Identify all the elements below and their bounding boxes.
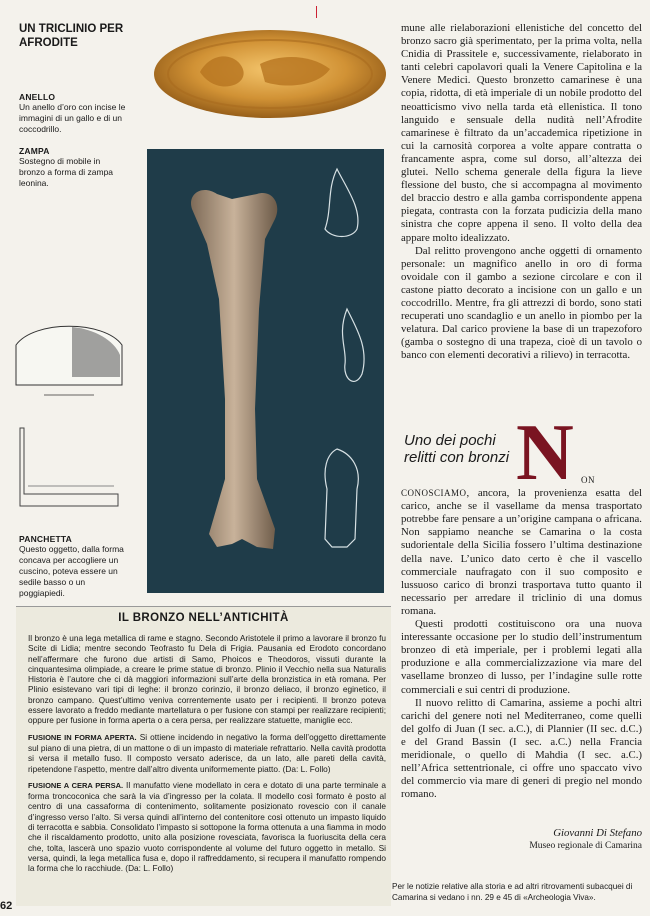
page-number: 62 xyxy=(0,900,13,912)
box-paragraph-2-lead: FUSIONE IN FORMA APERTA. xyxy=(28,732,137,742)
article-column-bottom xyxy=(401,474,642,801)
caption-zampa-head: ZAMPA xyxy=(19,146,50,156)
gold-ring-image xyxy=(150,24,390,124)
article-paragraph-4: Questi prodotti costituiscono ora una nuova interessante occasione per lo studio dell’instrumentum bronzeo di età imperiale, per i problemi legati alla produzione e alla commercializzazione via mare del vasellame bronzeo di lusso, per l’indagine sulle rotte commerciali e sui centri di produzione. xyxy=(401,618,642,696)
box-paragraph-3-text: Il manufatto viene modellato in cera e dotato di una parte terminale a forma troncoconica che sarà la via d’ingresso per la colata. Il modello così formato è posto al centro di una cassaforma di contenimento, solitamente posizionato rovescio con il canale d’ingresso verso l’alto. Si versa quindi all’interno del contenitore così ottenuto un impasto liquido di terracotta e sabbia. Consolidato l’impasto si sottopone la forma ottenuta a una fiamma in modo che il riscaldamento prodotto, unito alla posizione rovesciata, favorisca la fuoriuscita della cera che, tolta, lascerà uno spazio vuoto corrispondente al volume del futuro oggetto in metallo. Si versa, quindi, la lega metallica fusa e, dopo il raffreddamento, si recupera il manufatto rompendo la forma che lo racchiude. (Da: L. Follo) xyxy=(28,779,387,874)
box-paragraph-1: Il bronzo è una lega metallica di rame e stagno. Secondo Aristotele il primo a lavorare il bronzo fu Scite di Lidia; mentre secondo Teofrasto fu Dela di Frigia. Pausania ed Erodoto concordano nell’affermare che furono due artisti di Samo, Phoicos e Theodoros, vissuti durante la cinquantesima olimpiade, a creare le prime statue di bronzo. Plinio il Vecchio nella sua Naturalis Historia è l’autore che ci dà maggiori informazioni sull’arte della bronzistica in età romana. Per Plinio esistevano vari tipi di leghe: il bronzo corinzio, il bronzo deliaco, il bronzo eginetico, il bronzo campano. Quest’ultimo veniva correntemente usato per i recipienti. Il bronzo poteva essere lavorato a freddo mediante martellatura o per fusione con stampi per realizzare recipienti; oppure per fusione in forma aperta o a cera persa, per realizzare statuette, maniglie ecc. xyxy=(28,633,386,726)
article-paragraph-3-text: , ancora, la provenienza esatta del carico, anche se il vasellame da mensa trasportato potrebbe fare pensare a un’origine campana o africana. Non sappiamo neanche se Camarina o la costa sudorientale della Sicilia fossero l’ultima destinazione della nave. L’unico dato certo è che il vascello commerciale naufragato con il suo composito e lussuoso carico di bronzi trasportava tutto quanto il necessario per arredare il triclinio di una domus romana. xyxy=(401,487,642,617)
panchetta-profile-drawing xyxy=(14,315,126,403)
caption-anello-text: Un anello d’oro con incise le immagini di un gallo e di un coccodrillo. xyxy=(19,102,126,134)
article-paragraph-1: mune alle rielaborazioni ellenistiche del concetto del bronzo sacro già sperimentato, per la prima volta, nella Cnidia di Prassitele e, successivamente, rielaborato in tanti celebri capolavori quali la Venere Capitolina e la Venere Medici. Questo bronzetto camarinese è una copia, ridotta, di età imperiale di un nobile prodotto del neoatticismo vivo nella tarda età ellenistica. Il tono languido e sensuale della nudità nell’Afrodite camarinese è filtrato da un’accademica ripetizione in cui la carnosità corporea a volte appare contratta o francamente aspra, come sul dorso, all’altezza dei glutei. Nello schema generale della figura la lieve flessione del busto, che si accompagna al movimento del braccio destro e alla gamba corrispondente appena piegata, contrasta con la forzata pudicizia della mano sinistra che copre appena il seno. Il volto della dea appare molto idealizzato. xyxy=(401,22,642,244)
caption-anello xyxy=(19,92,131,135)
footnote: Per le notizie relative alla storia e ad altri ritrovamenti subacquei di Camarina si vedano i nn. 29 e 45 di «Archeologia Viva». xyxy=(392,882,633,902)
author-name: Giovanni Di Stefano xyxy=(553,827,642,839)
article-paragraph-2: Dal relitto provengono anche oggetti di ornamento personale: un magnifico anello in oro di forma ovoidale con il gambo a sezione circolare e con il castone piatto decorato a incisione con un gallo e un coccodrillo. Mentre, fra gli attrezzi di bordo, sono stati recuperati uno scandaglio e un anello in piombo per la velatura. Dal carico proviene la base di un trapezoforo (gamba o sostegno di una trapeza, cioè di un tavolo o banco con elementi decorativi a rilievo) in terracotta. xyxy=(401,244,642,362)
panchetta-side-drawing xyxy=(18,424,126,510)
caption-zampa-text: Sostegno di mobile in bronzo a forma di zampa leonina. xyxy=(19,156,114,188)
article-paragraph-5: Il nuovo relitto di Camarina, assieme a pochi altri carichi del genere noti nel Mediterraneo, come quelli del golfo di Juan (I sec. a.C.), di Plannier (II sec. d.C.) e del Grand Bassin (I sec. a.C.) nella Francia meridionale, o quello di Mahdia (I sec. a.C.) nell’Africa settentrionale, ci offre uno spaccato vivo del commercio via mare di generi di pregio nel mondo romano. xyxy=(401,696,642,801)
article-paragraph-3-start: ON CONOSCIAMO xyxy=(401,475,595,499)
caption-anello-head: ANELLO xyxy=(19,92,56,102)
sidebar-box-title: IL BRONZO NELL’ANTICHITÀ xyxy=(118,612,289,624)
article-paragraph-3 xyxy=(221,474,642,618)
caption-panchetta xyxy=(19,534,131,599)
author-affiliation: Museo regionale di Camarina xyxy=(529,841,642,851)
top-mark xyxy=(316,6,317,18)
box-paragraph-3-lead: FUSIONE A CERA PERSA. xyxy=(28,780,124,790)
sidebar-box-body xyxy=(28,633,386,880)
caption-panchetta-text: Questo oggetto, dalla forma concava per accogliere un cuscino, poteva essere un sedile basso o un poggiapiedi. xyxy=(19,544,124,598)
dropcap-letter: N xyxy=(516,409,574,497)
subheading: Uno dei pochi relitti con bronzi xyxy=(404,432,510,466)
article-column-top xyxy=(401,22,642,362)
section-title: UN TRICLINIO PER AFRODITE xyxy=(19,23,124,49)
caption-zampa xyxy=(19,146,127,189)
caption-panchetta-head: PANCHETTA xyxy=(19,534,72,544)
box-paragraph-2-text: Si ottiene incidendo in negativo la forma dell’oggetto direttamente sul piano di una pietra, di un mattone o di un impasto di materiale refrattario. Nella cavità prodotta si versa il metallo fuso. Il composto versato aderisce, da un lato, alle pareti della cavità, ripetendone l’aspetto, mentre dall’altro diventa uniformemente piatto. (Da: L. Follo) xyxy=(28,731,386,774)
box-paragraph-3 xyxy=(28,780,386,874)
box-paragraph-2 xyxy=(28,732,386,774)
